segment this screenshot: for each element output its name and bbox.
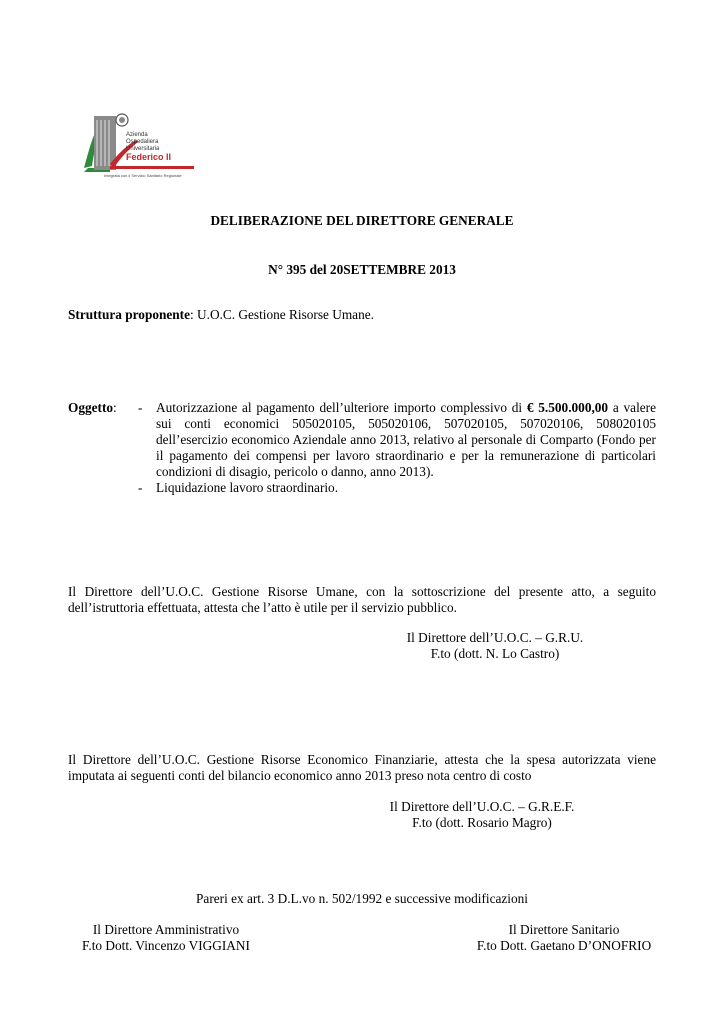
gru-signature-title: Il Direttore dell’U.O.C. – G.R.U. (406, 630, 584, 645)
hospital-logo (80, 106, 196, 186)
deliberation-number: N° 395 del 20SETTEMBRE 2013 (268, 262, 456, 277)
proposing-structure-label: Struttura proponente (68, 307, 191, 322)
subject-label (68, 400, 117, 416)
proposing-structure (68, 307, 374, 323)
subject-item-1-before: Autorizzazione al pagamento dell’ulteriore importo complessivo di (156, 400, 527, 415)
logo-text (126, 132, 171, 162)
gref-signature-title: Il Direttore dell’U.O.C. – G.R.E.F. (389, 799, 575, 814)
subject-item-2-dash: - (138, 480, 143, 495)
subject-amount: € 5.500.000,00 (526, 400, 609, 415)
subject-item-2 (138, 480, 656, 496)
subject-item-1-text (156, 400, 656, 480)
gru-attestation-text: Il Direttore dell’U.O.C. Gestione Risorse Umane, con la sottoscrizione del presente atto, a seguito dell’istruttoria effettuata, attesta che l’atto è utile per il servizio pubblico. (68, 584, 656, 615)
subject-item-1-dash: - (138, 400, 143, 415)
subject-item-1 (138, 400, 656, 480)
logo-line-4: Federico II (126, 152, 172, 162)
administrative-director-signature (68, 922, 264, 954)
gref-signature-name: F.to (dott. Rosario Magro) (412, 815, 552, 830)
logo-tagline: Integrata con il Servizio Sanitario Regionale (104, 173, 182, 178)
subject-item-1-after: a valere sui conti economici 505020105, 505020106, 507020105, 507020106, 508020105 dell’esercizio economico Aziendale anno 2013, relativo al personale di Comparto (Fondo per il pagamento dei compensi per lavoro straordinario e per la remunerazione di particolari condizioni di disagio, pericolo o danno, anno 2013). (156, 400, 657, 479)
administrative-director-title: Il Direttore Amministrativo (92, 922, 240, 937)
subject-item-2-text: Liquidazione lavoro straordinario. (156, 480, 339, 495)
subject-body (138, 400, 656, 496)
gref-attestation-text: Il Direttore dell’U.O.C. Gestione Risorse Economico Finanziarie, attesta che la spesa autorizzata viene imputata ai seguenti conti del bilancio economico anno 2013 preso nota centro di costo (68, 752, 656, 783)
logo-line-1: Azienda (126, 132, 148, 138)
administrative-director-name: F.to Dott. Vincenzo VIGGIANI (82, 938, 250, 953)
gru-signature (390, 630, 600, 662)
document-title: DELIBERAZIONE DEL DIRETTORE GENERALE (210, 213, 514, 228)
gru-signature-name: F.to (dott. N. Lo Castro) (430, 646, 560, 661)
subject-label-colon: : (113, 400, 117, 415)
opinions-heading: Pareri ex art. 3 D.L.vo n. 502/1992 e successive modificazioni (196, 891, 528, 906)
proposing-structure-value: : U.O.C. Gestione Risorse Umane. (190, 307, 374, 322)
gref-signature (372, 799, 592, 831)
subject-label-text: Oggetto (68, 400, 114, 415)
health-director-name: F.to Dott. Gaetano D’ONOFRIO (476, 938, 652, 953)
logo-line-2: Ospedaliera (126, 139, 159, 145)
health-director-signature (464, 922, 664, 954)
logo-line-3: Universitaria (126, 146, 160, 152)
health-director-title: Il Direttore Sanitario (508, 922, 620, 937)
